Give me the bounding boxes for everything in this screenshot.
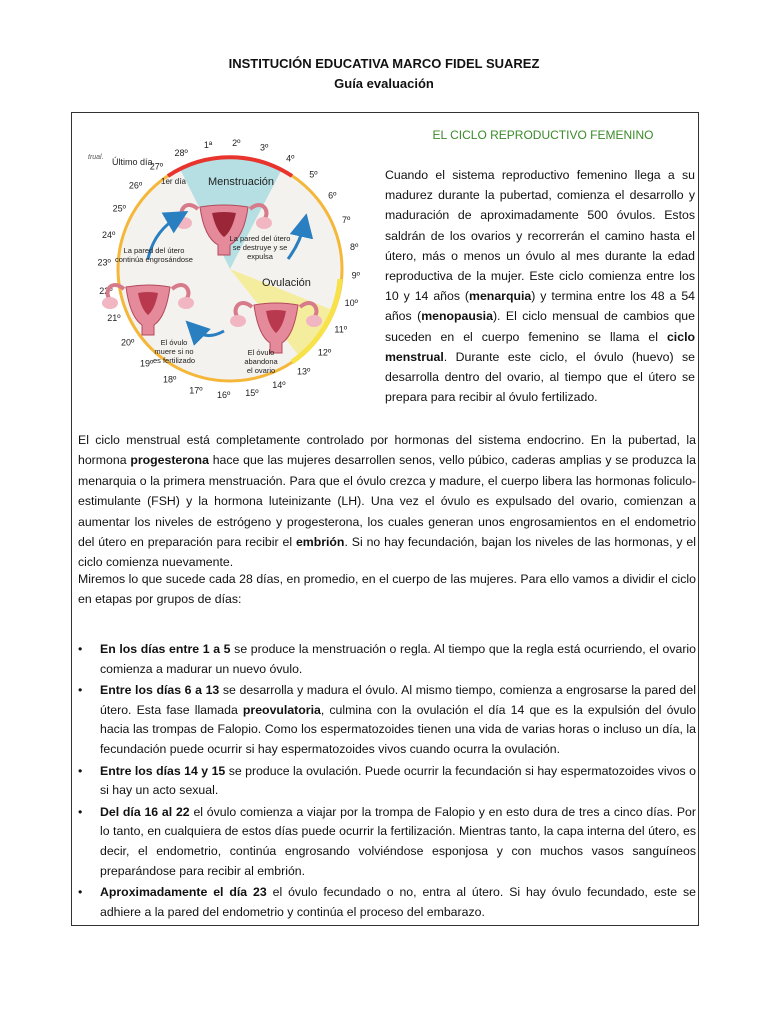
- day-label: 10º: [344, 298, 358, 309]
- day-label: 12º: [317, 347, 332, 358]
- caption-line: El óvulo: [247, 348, 275, 357]
- institution-title: INSTITUCIÓN EDUCATIVA MARCO FIDEL SUAREZ: [228, 56, 540, 71]
- wall-caption: [115, 246, 193, 264]
- day-label: 1ª: [203, 139, 213, 150]
- last-day-label: Último día: [112, 157, 153, 167]
- day-label: 17º: [189, 385, 203, 396]
- content-box: [71, 112, 699, 926]
- day-label: 19º: [139, 358, 154, 369]
- day-label: 26º: [128, 180, 143, 191]
- caption-line: muere si no: [154, 347, 194, 356]
- day-label: 20º: [121, 337, 135, 348]
- first-day-label: 1er día: [161, 177, 186, 186]
- caption-line: La pared del útero: [123, 246, 185, 255]
- corner-text: trual.: [88, 154, 104, 161]
- caption-line: el ovario: [246, 366, 276, 375]
- day-label: 28º: [174, 147, 188, 158]
- day-label: 3º: [259, 142, 269, 153]
- day-label: 8º: [349, 242, 359, 253]
- list-item: • Aproximadamente el día 23 el óvulo fecundado o no, entra al útero. Si hay óvulo fecundado, este se adhiere a la pared del endometrio y continúa el proceso del embarazo.: [78, 885, 696, 919]
- menstruation-label: Menstruación: [208, 176, 275, 188]
- hormones-paragraph: El ciclo menstrual está completamente controlado por hormonas del sistema endocrino. En la pubertad, la hormona progesterona hace que las mujeres desarrollen senos, vello púbico, caderas amplias y se produzca la menarquia o la primera menstruación. Para que el óvulo crezca y madure, el cuerpo libera las hormonas foliculo-estimulante (FSH) y la hormona luteinizante (LH). Una vez el óvulo es expulsado del ovario, comienzan a aumentar los niveles de estrógeno y progesterona, los cuales generan unos engrosamientos en el endometrio del útero en preparación para recibir el embrión. Si no hay fecundación, bajan los niveles de las hormonas, y el ciclo comienza nuevamente.: [78, 433, 697, 570]
- menstrual-cycle-diagram: [78, 119, 378, 415]
- guide-subtitle: Guía evaluación: [334, 76, 434, 91]
- caption-line: La pared del útero: [229, 234, 291, 243]
- day-label: 15º: [245, 388, 259, 399]
- caption-line: expulsa: [247, 252, 273, 261]
- day-label: 25º: [112, 203, 126, 214]
- day-label: 16º: [217, 389, 231, 400]
- ovulation-caption: [244, 348, 278, 375]
- day-label: 5º: [309, 169, 318, 180]
- cycle-illustration: [78, 119, 378, 415]
- day-label: 14º: [272, 380, 286, 391]
- day-label: 27º: [149, 161, 164, 172]
- day-label: 4º: [286, 153, 295, 164]
- list-item: • En los días entre 1 a 5 se produce la menstruación o regla. Al tiempo que la regla está ocurriendo, el ovario comienza a madurar un nuevo óvulo.: [78, 642, 696, 676]
- day-label: 22º: [99, 285, 113, 296]
- day-label: 21º: [107, 312, 121, 323]
- stages-intro-paragraph: Miremos lo que sucede cada 28 días, en promedio, en el cuerpo de las mujeres. Para ello vamos a dividir el ciclo en etapas por grupos de días:: [78, 572, 696, 607]
- day-label: 23º: [97, 257, 111, 268]
- ovulation-label: Ovulación: [262, 277, 311, 289]
- caption-line: es fertilizado: [152, 356, 196, 365]
- day-label: 11º: [334, 324, 348, 335]
- list-item: • Entre los días 14 y 15 se produce la ovulación. Puede ocurrir la fecundación si hay espermatozoides vivos o si hay un acto sexual.: [78, 763, 696, 798]
- stages-list: [78, 640, 696, 924]
- caption-line: abandona: [244, 357, 278, 366]
- section-title: EL CICLO REPRODUCTIVO FEMENINO: [432, 128, 654, 142]
- list-item: • Entre los días 6 a 13 se desarrolla y madura el óvulo. Al mismo tiempo, comienza a engrosarse la pared del útero. Esta fase llamada preovulatoria, culmina con la ovulación el día 14 que es la expulsión del óvulo hacia las trompas de Falopio. Como los espermatozoides tienen una vida de varias horas o incluso un día, la fecundación puede ocurrir si hay espermatozoides vivos cuando ocurra la ovulación.: [78, 683, 696, 756]
- list-item: • Del día 16 al 22 el óvulo comienza a viajar por la trompa de Falopio y en esto dura de tres a cinco días. Por lo tanto, en cualquiera de estos días puede ocurrir la fertilización. Mientras tanto, la capa interna del útero, es decir, el endometrio, continúa engrosando volviéndose esponjosa y con muchos vasos sanguíneos preparándose para recibir al embrión.: [78, 804, 696, 878]
- day-label: 24º: [102, 229, 116, 240]
- day-label: 2º: [232, 138, 241, 149]
- day-label: 6º: [328, 190, 337, 201]
- caption-line: se destruye y se: [232, 243, 288, 252]
- caption-line: El óvulo: [160, 338, 188, 347]
- caption-line: continúa engrosándose: [115, 255, 193, 264]
- intro-paragraph: Cuando el sistema reproductivo femenino llega a su madurez durante la pubertad, comienza el desarrollo y maduración de aproximadamente 500 óvulos. Estos saldrán de los ovarios y recorrerán el camino hasta el útero, más o menos un óvulo al mes durante la edad reproductiva de la mujer. Este ciclo comienza entre los 10 y 14 años (menarquia) y termina entre los 48 a 54 años (menopausia). El ciclo mensual de cambios que suceden en el cuerpo femenino se llama el ciclo menstrual. Durante este ciclo, el óvulo (huevo) se desarrolla dentro del ovario, al tiempo que el útero se prepara para recibir al óvulo fertilizado.: [385, 168, 695, 405]
- day-label: 13º: [296, 366, 311, 377]
- day-label: 9º: [351, 270, 360, 281]
- day-label: 18º: [163, 374, 177, 385]
- day-label: 7º: [341, 215, 351, 226]
